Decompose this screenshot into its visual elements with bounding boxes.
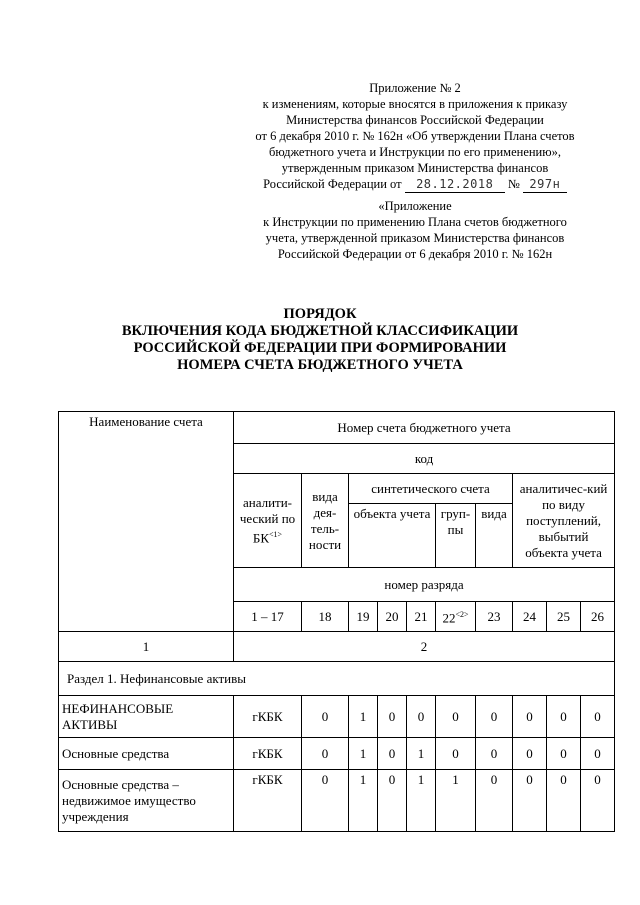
row-cell: 0 <box>378 770 407 832</box>
section-heading: Раздел 1. Нефинансовые активы <box>59 662 615 696</box>
row-cell: 0 <box>581 738 615 770</box>
appendix1-line: от 6 декабря 2010 г. № 162н «Об утверждении Плана счетов <box>255 129 575 143</box>
appendix-note-1 <box>230 80 600 193</box>
digit-cell: 26 <box>581 602 615 632</box>
row-cell: 0 <box>436 738 476 770</box>
digit-cell-22 <box>436 602 476 632</box>
row-cell: 1 <box>349 770 378 832</box>
row-cell: 0 <box>513 738 547 770</box>
row-name: Основные средства – недвижимое имущество учреждения <box>59 770 234 832</box>
row-cell: 0 <box>407 696 436 738</box>
order-date: 28.12.2018 <box>405 176 505 193</box>
footnote-1-mark: <1> <box>269 529 283 539</box>
title-line: РОССИЙСКОЙ ФЕДЕРАЦИИ ПРИ ФОРМИРОВАНИИ <box>133 340 507 356</box>
row-cell: 0 <box>513 696 547 738</box>
digit-cell: 24 <box>513 602 547 632</box>
row-cell: 0 <box>302 696 349 738</box>
number-label: № <box>507 177 520 191</box>
row-cell: 0 <box>547 770 581 832</box>
column-number-1: 1 <box>59 632 234 662</box>
header-kind: вида <box>476 504 513 568</box>
title-line: ВКЛЮЧЕНИЯ КОДА БЮДЖЕТНОЙ КЛАССИФИКАЦИИ <box>121 323 519 339</box>
table-row <box>59 738 615 770</box>
appendix1-prefix: Российской Федерации от <box>263 177 402 191</box>
row-cell: 0 <box>302 738 349 770</box>
row-cell: 0 <box>302 770 349 832</box>
row-cell: гКБК <box>234 770 302 832</box>
order-number: 297н <box>523 176 567 193</box>
footnote-2-mark: <2> <box>455 609 469 619</box>
digit-cell: 23 <box>476 602 513 632</box>
header-digit-number: номер разряда <box>234 568 615 602</box>
header-group: груп-пы <box>436 504 476 568</box>
appendix2-line: «Приложение <box>378 199 452 213</box>
row-name: НЕФИНАНСОВЫЕ АКТИВЫ <box>59 696 234 738</box>
header-account-number: Номер счета бюджетного учета <box>234 412 615 444</box>
row-cell: 0 <box>476 738 513 770</box>
digit-cell: 19 <box>349 602 378 632</box>
header-activity-type: вида дея-тель-ности <box>302 474 349 568</box>
digit-cell: 18 <box>302 602 349 632</box>
title-line: ПОРЯДОК <box>283 306 357 322</box>
header-analytic-kind: аналитичес-кий по виду поступлений, выбытий объекта учета <box>513 474 615 568</box>
header-analytic-bk-label: аналити-ческий по БК <box>239 494 296 546</box>
appendix1-line: Министерства финансов Российской Федерации <box>286 113 544 127</box>
row-name: Основные средства <box>59 738 234 770</box>
row-cell: 0 <box>513 770 547 832</box>
header-code: код <box>234 444 615 474</box>
row-cell: 1 <box>349 738 378 770</box>
digit-cell: 20 <box>378 602 407 632</box>
appendix1-line: утвержденным приказом Министерства финансов <box>281 161 549 175</box>
row-cell: 0 <box>378 696 407 738</box>
column-number-2: 2 <box>234 632 615 662</box>
digit-cell: 21 <box>407 602 436 632</box>
row-cell: 0 <box>547 696 581 738</box>
digit-cell: 1 – 17 <box>234 602 302 632</box>
row-cell: 0 <box>378 738 407 770</box>
account-number-table <box>58 411 615 832</box>
appendix1-line: к изменениям, которые вносятся в приложения к приказу <box>262 97 568 111</box>
row-cell: 1 <box>407 738 436 770</box>
digit-22-label: 22 <box>442 610 456 626</box>
appendix2-line: к Инструкции по применению Плана счетов бюджетного <box>263 215 567 229</box>
header-object: объекта учета <box>349 504 436 568</box>
appendix2-line: учета, утвержденной приказом Министерства финансов <box>265 231 565 245</box>
appendix1-order-line <box>230 176 600 193</box>
row-cell: 1 <box>407 770 436 832</box>
row-cell: 0 <box>476 770 513 832</box>
appendix1-line: бюджетного учета и Инструкции по его применению», <box>269 145 561 159</box>
title-line: НОМЕРА СЧЕТА БЮДЖЕТНОГО УЧЕТА <box>177 357 463 373</box>
row-cell: 0 <box>581 696 615 738</box>
digit-cell: 25 <box>547 602 581 632</box>
row-cell: 0 <box>476 696 513 738</box>
row-cell: 0 <box>436 696 476 738</box>
row-cell: 0 <box>547 738 581 770</box>
appendix-note-2 <box>230 198 600 262</box>
row-cell: 1 <box>436 770 476 832</box>
table-row <box>59 696 615 738</box>
row-cell: гКБК <box>234 738 302 770</box>
header-synthetic: синтетического счета <box>349 474 513 504</box>
row-cell: 1 <box>349 696 378 738</box>
row-cell: 0 <box>581 770 615 832</box>
document-title <box>60 306 580 374</box>
appendix1-line: Приложение № 2 <box>369 81 461 95</box>
row-cell: гКБК <box>234 696 302 738</box>
appendix2-line: Российской Федерации от 6 декабря 2010 г. № 162н <box>277 247 553 261</box>
header-analytic-bk <box>234 474 302 568</box>
table-row <box>59 770 615 832</box>
header-account-name: Наименование счета <box>59 412 234 632</box>
